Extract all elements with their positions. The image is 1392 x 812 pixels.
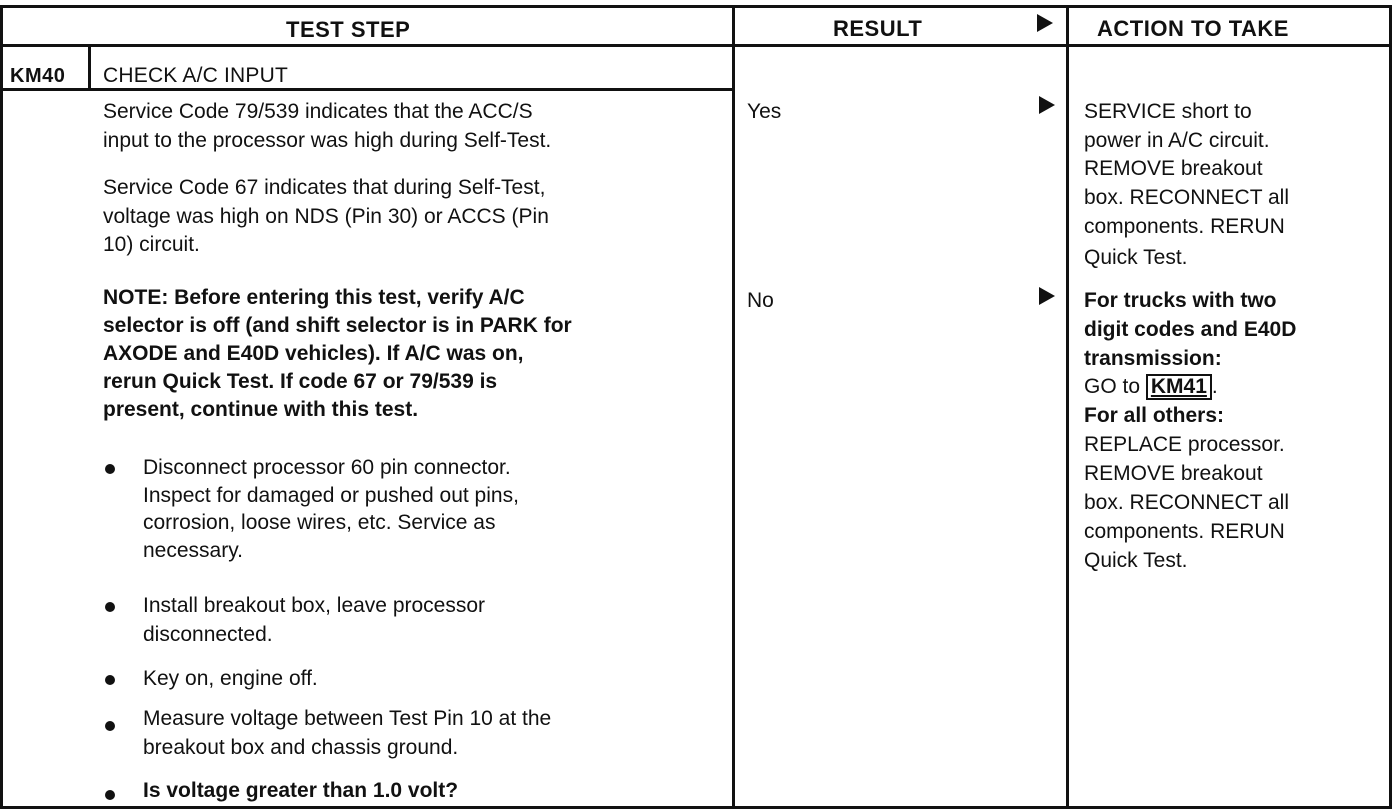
test-step-column-divider [732, 5, 735, 809]
test-step-header: TEST STEP [286, 17, 411, 42]
description-line: voltage was high on NDS (Pin 30) or ACCS (Pin [103, 205, 549, 228]
result-no: No [747, 289, 774, 312]
km41-link[interactable]: KM41 [1146, 374, 1212, 400]
action-yes-line: REMOVE breakout [1084, 157, 1263, 180]
step-text: Measure voltage between Test Pin 10 at the [143, 707, 552, 730]
action-no-other-line: components. RERUN [1084, 520, 1285, 543]
step-text: breakout box and chassis ground. [143, 736, 459, 759]
step-text: Install breakout box, leave processor [143, 594, 486, 617]
action-no-other-label: For all others: [1084, 404, 1225, 427]
bullet-icon [105, 675, 115, 685]
note-line: present, continue with this test. [103, 398, 419, 421]
bullet-icon [105, 721, 115, 731]
step-text: Inspect for damaged or pushed out pins, [143, 484, 519, 507]
result-yes: Yes [747, 100, 782, 123]
step-text: disconnected. [143, 623, 273, 646]
result-header-arrow-icon [1037, 14, 1053, 32]
note-line: selector is off (and shift selector is in PARK for [103, 314, 572, 337]
action-yes-line: box. RECONNECT all [1084, 186, 1289, 209]
go-to-prefix: GO to [1084, 375, 1141, 398]
step-text: Disconnect processor 60 pin connector. [143, 456, 511, 479]
note-line: rerun Quick Test. If code 67 or 79/539 is [103, 370, 498, 393]
step-title: CHECK A/C INPUT [103, 64, 289, 87]
bullet-icon [105, 464, 115, 474]
code-cell-divider [88, 46, 91, 91]
note-line: NOTE: Before entering this test, verify A/C [103, 286, 525, 309]
step-text: necessary. [143, 539, 243, 562]
action-no-intro: transmission: [1084, 347, 1222, 370]
description-line: Service Code 67 indicates that during Self-Test, [103, 176, 546, 199]
step-code: KM40 [10, 65, 66, 87]
action-no-other-line: REPLACE processor. [1084, 433, 1285, 456]
action-header: ACTION TO TAKE [1097, 16, 1289, 41]
action-no-other-line: REMOVE breakout [1084, 462, 1263, 485]
action-yes-line: Quick Test. [1084, 246, 1188, 269]
result-yes-arrow-icon [1039, 96, 1055, 114]
bullet-icon [105, 790, 115, 800]
header-bottom-rule [0, 44, 1392, 47]
action-no-intro: For trucks with two [1084, 289, 1277, 312]
top-border [0, 5, 1392, 8]
step-text: Key on, engine off. [143, 667, 318, 690]
note-line: AXODE and E40D vehicles). If A/C was on, [103, 342, 524, 365]
action-column-divider [1066, 5, 1069, 809]
action-no-other-line: box. RECONNECT all [1084, 491, 1289, 514]
action-yes-line: components. RERUN [1084, 215, 1285, 238]
result-no-arrow-icon [1039, 287, 1055, 305]
action-go-to-line [1084, 374, 1218, 400]
go-to-suffix: . [1211, 375, 1218, 398]
description-line: 10) circuit. [103, 233, 200, 256]
step-question: Is voltage greater than 1.0 volt? [143, 779, 459, 802]
description-line: Service Code 79/539 indicates that the ACC/S [103, 100, 533, 123]
action-no-other-line: Quick Test. [1084, 549, 1188, 572]
action-yes-line: power in A/C circuit. [1084, 129, 1270, 152]
description-line: input to the processor was high during Self-Test. [103, 129, 552, 152]
action-yes-line: SERVICE short to [1084, 100, 1252, 123]
bullet-icon [105, 602, 115, 612]
left-border [0, 5, 3, 809]
action-no-intro: digit codes and E40D [1084, 318, 1297, 341]
result-header: RESULT [833, 16, 923, 41]
bottom-border [0, 806, 1392, 809]
step-text: corrosion, loose wires, etc. Service as [143, 511, 496, 534]
